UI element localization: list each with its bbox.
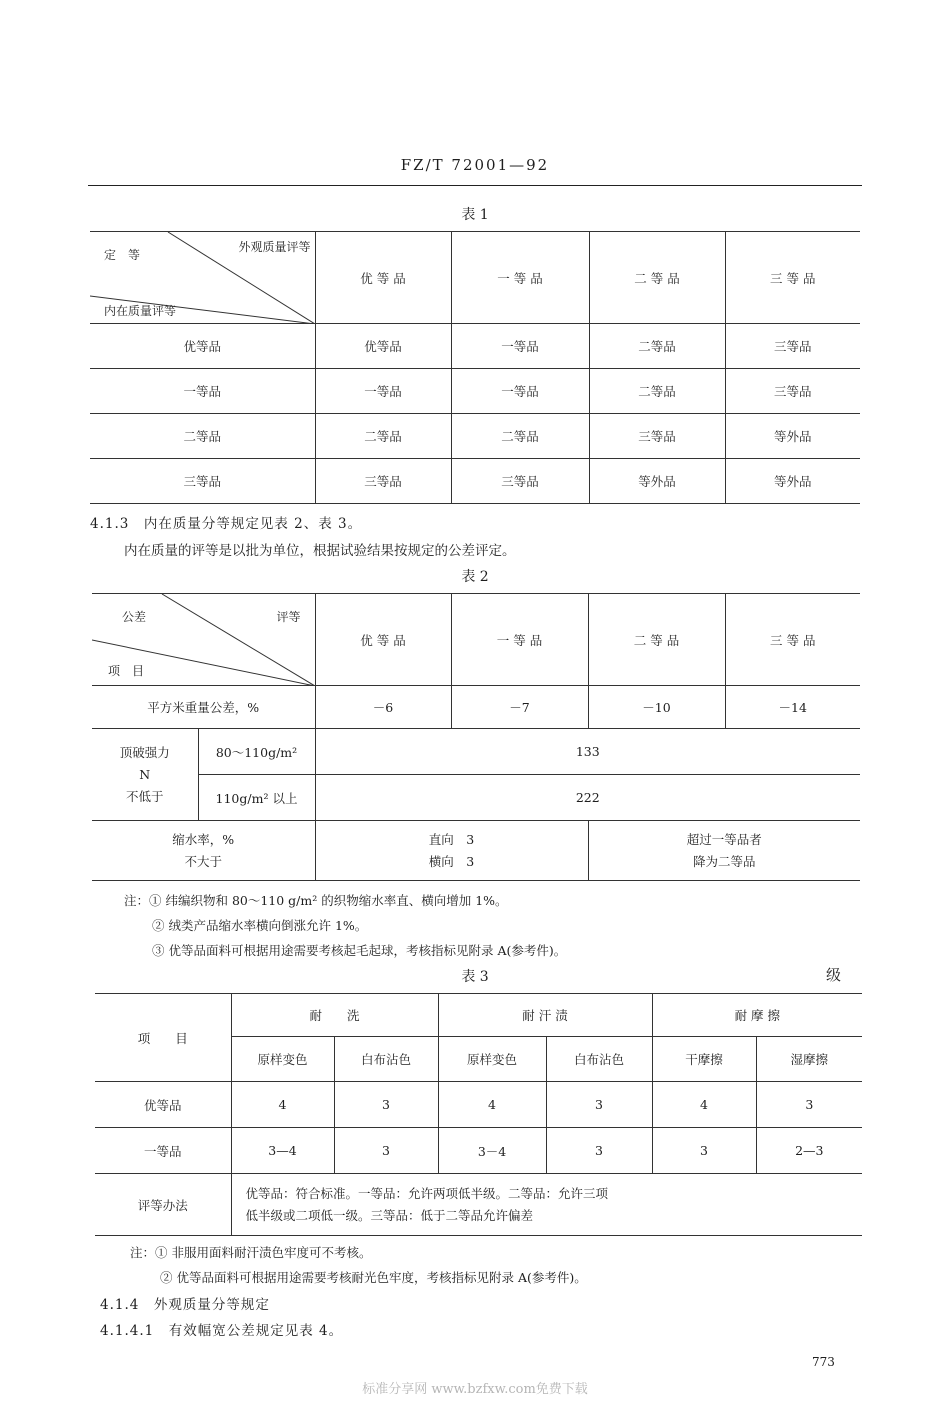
table-cell: 三等品 [589,414,725,459]
table1 [90,231,860,504]
table-cell: 优等品 [315,324,451,369]
table2-note-1: 注：① 纬编织物和 80～110 g/m² 的织物缩水率直、横向增加 1%。 [124,893,508,908]
table2-col-header: 一 等 品 [451,594,588,686]
table-cell: 三等品 [725,369,860,414]
shrink-label-1: 缩水率，% [172,831,235,847]
table3-note-2: ② 优等品面料可根据用途需要考核耐光色牢度，考核指标见附录 A(参考件)。 [160,1270,587,1285]
table3-subcol: 原样变色 [231,1037,334,1082]
table-cell: 3 [546,1128,652,1174]
table2-col-header: 优 等 品 [315,594,451,686]
table-cell: 3 [652,1128,756,1174]
table-row [90,324,860,369]
table-row [90,369,860,414]
document-code: FZ/T 72001—92 [400,156,550,174]
shrink-values [315,821,588,881]
table3-method-text [231,1174,862,1236]
row-label: 一等品 [90,369,315,414]
method-line-2: 低半级或二项低一级。三等品：低于二等品允许偏差 [245,1207,534,1223]
table-cell: 4 [652,1082,756,1128]
table-cell: 等外品 [725,459,860,504]
shrink-label-2: 不大于 [184,853,222,869]
table2-corner-grade: 评等 [276,610,301,624]
table1-corner-appearance: 外观质量评等 [238,240,311,254]
table-cell: 二等品 [589,324,725,369]
table-cell: 三等品 [451,459,589,504]
table2-corner-cell [92,594,315,686]
table3-group-rub: 耐 摩 擦 [652,994,862,1037]
table2-col-header: 三 等 品 [725,594,860,686]
table1-corner-cell [90,232,315,324]
table-row [95,1128,862,1174]
table-cell: 一等品 [451,324,589,369]
table3 [95,993,862,1236]
table-cell: 3－4 [438,1128,546,1174]
table-cell: －6 [315,686,451,729]
method-line-1: 优等品：符合标准。一等品：允许两项低半级。二等品：允许三项 [245,1185,609,1201]
para-4141: 4.1.4.1 有效幅宽公差规定见表 4。 [100,1323,344,1339]
table-cell: －10 [588,686,725,729]
table1-col-header: 优 等 品 [315,232,451,324]
table-cell: －7 [451,686,588,729]
table-row [95,1174,862,1236]
table1-col-header: 二 等 品 [589,232,725,324]
table-cell: 等外品 [725,414,860,459]
table2-caption: 表 2 [461,569,489,585]
row-label: 二等品 [90,414,315,459]
table-cell: 三等品 [725,324,860,369]
table1-caption: 表 1 [461,207,489,223]
table3-subcol: 干摩擦 [652,1037,756,1082]
table-cell: 3 [756,1082,862,1128]
burst-sub2-label: 110g/m² 以上 [198,775,315,821]
table-cell: 一等品 [315,369,451,414]
table1-corner-intrinsic: 内在质量评等 [104,304,177,318]
row-label: 一等品 [95,1128,231,1174]
table2-corner-item: 项 目 [108,664,145,678]
table-cell: 三等品 [315,459,451,504]
row-label-method: 评等办法 [95,1174,231,1236]
table-cell: 二等品 [315,414,451,459]
row-label-shrink [92,821,315,881]
burst-label-1: 顶破强力 [119,744,170,760]
para-413-line1: 4.1.3 内在质量分等规定见表 2、表 3。 [90,516,363,532]
table-row [95,1082,862,1128]
table3-group-wash: 耐 洗 [231,994,438,1037]
shrink-rule [588,821,860,881]
row-label-weight: 平方米重量公差，% [92,686,315,729]
table3-caption: 表 3 [461,969,489,985]
burst-label-2: N [139,766,151,782]
burst-sub1-value: 133 [315,729,860,775]
shrink-rule-1: 超过一等品者 [686,831,762,847]
table-row [92,686,860,729]
table2-note-2: ② 绒类产品缩水率横向倒涨允许 1%。 [152,918,368,933]
table-cell: 3—4 [231,1128,334,1174]
row-label: 三等品 [90,459,315,504]
table-cell: 二等品 [589,369,725,414]
table1-corner-grade: 定 等 [104,248,141,262]
table-cell: 3 [546,1082,652,1128]
watermark-footer: 标准分享网 www.bzfxw.com免费下载 [362,1382,588,1397]
table-row [92,821,860,881]
table-cell: 4 [231,1082,334,1128]
row-label: 优等品 [90,324,315,369]
table-cell: 二等品 [451,414,589,459]
table2-corner-tolerance: 公差 [122,610,147,624]
table2-col-header: 二 等 品 [588,594,725,686]
table3-subcol: 白布沾色 [546,1037,652,1082]
row-label: 优等品 [95,1082,231,1128]
table-cell: 3 [334,1128,438,1174]
table3-note-1: 注：① 非服用面料耐汗渍色牢度可不考核。 [130,1245,372,1260]
table1-col-header: 一 等 品 [451,232,589,324]
table-cell: 等外品 [589,459,725,504]
table3-unit: 级 [826,966,842,984]
table2 [92,593,860,881]
table3-subcol: 湿摩擦 [756,1037,862,1082]
burst-sub2-value: 222 [315,775,860,821]
table-row [90,459,860,504]
shrink-rule-2: 降为二等品 [692,853,756,869]
table-row [92,729,860,775]
shrink-weft: 横向 3 [428,853,475,869]
table-cell: 3 [334,1082,438,1128]
table-cell: －14 [725,686,860,729]
para-413-line2: 内在质量的评等是以批为单位，根据试验结果按规定的公差评定。 [124,543,516,559]
table3-subcol: 白布沾色 [334,1037,438,1082]
table1-col-header: 三 等 品 [725,232,860,324]
burst-label-3: 不低于 [125,788,164,804]
table-row [90,414,860,459]
header-rule [88,185,862,186]
table-row [92,775,860,821]
row-label-burst [92,729,198,821]
para-414: 4.1.4 外观质量分等规定 [100,1297,270,1313]
page-number: 773 [812,1355,835,1369]
burst-sub1-label: 80～110g/m² [198,729,315,775]
table2-note-3: ③ 优等品面料可根据用途需要考核起毛起球，考核指标见附录 A(参考件)。 [152,943,567,958]
table3-group-sweat: 耐 汗 渍 [438,994,652,1037]
table3-subcol: 原样变色 [438,1037,546,1082]
table3-item-header: 项 目 [95,994,231,1082]
table-cell: 一等品 [451,369,589,414]
table-cell: 4 [438,1082,546,1128]
shrink-warp: 直向 3 [428,831,475,847]
table-cell: 2—3 [756,1128,862,1174]
